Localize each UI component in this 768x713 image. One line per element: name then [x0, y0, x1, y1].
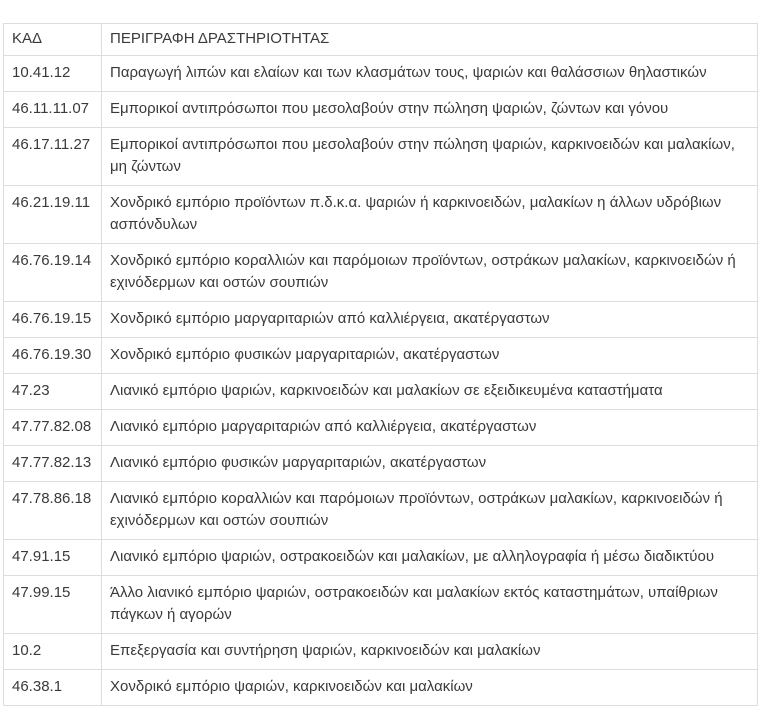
table-row	[4, 482, 758, 540]
table-row	[4, 670, 758, 706]
activity-code: 46.38.1	[4, 670, 102, 706]
activity-description: Λιανικό εμπόριο φυσικών μαργαριταριών, ακατέργαστων	[102, 446, 758, 482]
activity-code: 46.76.19.14	[4, 244, 102, 302]
activity-code: 47.77.82.13	[4, 446, 102, 482]
activity-description: Χονδρικό εμπόριο κοραλλιών και παρόμοιων προϊόντων, οστράκων μαλακίων, καρκινοειδών ή εχινόδερμων και οστών σουπιών	[102, 244, 758, 302]
table-row	[4, 244, 758, 302]
table-row	[4, 302, 758, 338]
table-row	[4, 576, 758, 634]
table-row	[4, 92, 758, 128]
header-code: ΚΑΔ	[4, 24, 102, 56]
activity-description: Λιανικό εμπόριο ψαριών, καρκινοειδών και μαλακίων σε εξειδικευμένα καταστήματα	[102, 374, 758, 410]
table-row	[4, 128, 758, 186]
activity-description: Χονδρικό εμπόριο προϊόντων π.δ.κ.α. ψαριών ή καρκινοειδών, μαλακίων η άλλων υδρόβιων ασπόνδυλων	[102, 186, 758, 244]
activity-description: Άλλο λιανικό εμπόριο ψαριών, οστρακοειδών και μαλακίων εκτός καταστημάτων, υπαίθριων πάγκων ή αγορών	[102, 576, 758, 634]
activity-code: 46.21.19.11	[4, 186, 102, 244]
activity-code: 47.99.15	[4, 576, 102, 634]
activity-description: Λιανικό εμπόριο μαργαριταριών από καλλιέργεια, ακατέργαστων	[102, 410, 758, 446]
activity-code: 47.77.82.08	[4, 410, 102, 446]
activity-description: Επεξεργασία και συντήρηση ψαριών, καρκινοειδών και μαλακίων	[102, 634, 758, 670]
header-description: ΠΕΡΙΓΡΑΦΗ ΔΡΑΣΤΗΡΙΟΤΗΤΑΣ	[102, 24, 758, 56]
activity-description: Χονδρικό εμπόριο μαργαριταριών από καλλιέργεια, ακατέργαστων	[102, 302, 758, 338]
activity-description: Εμπορικοί αντιπρόσωποι που μεσολαβούν στην πώληση ψαριών, ζώντων και γόνου	[102, 92, 758, 128]
activity-code: 46.11.11.07	[4, 92, 102, 128]
activity-description: Εμπορικοί αντιπρόσωποι που μεσολαβούν στην πώληση ψαριών, καρκινοειδών και μαλακίων, μη ζώντων	[102, 128, 758, 186]
table-row	[4, 410, 758, 446]
activity-code: 46.76.19.30	[4, 338, 102, 374]
table-row	[4, 634, 758, 670]
table-row	[4, 374, 758, 410]
activity-code: 46.17.11.27	[4, 128, 102, 186]
activity-code: 10.41.12	[4, 56, 102, 92]
table-row	[4, 186, 758, 244]
activity-description: Λιανικό εμπόριο ψαριών, οστρακοειδών και μαλακίων, με αλληλογραφία ή μέσω διαδικτύου	[102, 540, 758, 576]
activity-description: Χονδρικό εμπόριο φυσικών μαργαριταριών, ακατέργαστων	[102, 338, 758, 374]
activity-description: Λιανικό εμπόριο κοραλλιών και παρόμοιων προϊόντων, οστράκων μαλακίων, καρκινοειδών ή εχινόδερμων και οστών σουπιών	[102, 482, 758, 540]
activity-code: 10.2	[4, 634, 102, 670]
table-row	[4, 446, 758, 482]
activity-code: 46.76.19.15	[4, 302, 102, 338]
activity-code: 47.91.15	[4, 540, 102, 576]
activity-description: Χονδρικό εμπόριο ψαριών, καρκινοειδών και μαλακίων	[102, 670, 758, 706]
activity-code: 47.23	[4, 374, 102, 410]
activity-codes-table	[3, 23, 758, 706]
table-header-row	[4, 24, 758, 56]
table-row	[4, 56, 758, 92]
activity-description: Παραγωγή λιπών και ελαίων και των κλασμάτων τους, ψαριών και θαλάσσιων θηλαστικών	[102, 56, 758, 92]
table-row	[4, 338, 758, 374]
table-row	[4, 540, 758, 576]
activity-code: 47.78.86.18	[4, 482, 102, 540]
